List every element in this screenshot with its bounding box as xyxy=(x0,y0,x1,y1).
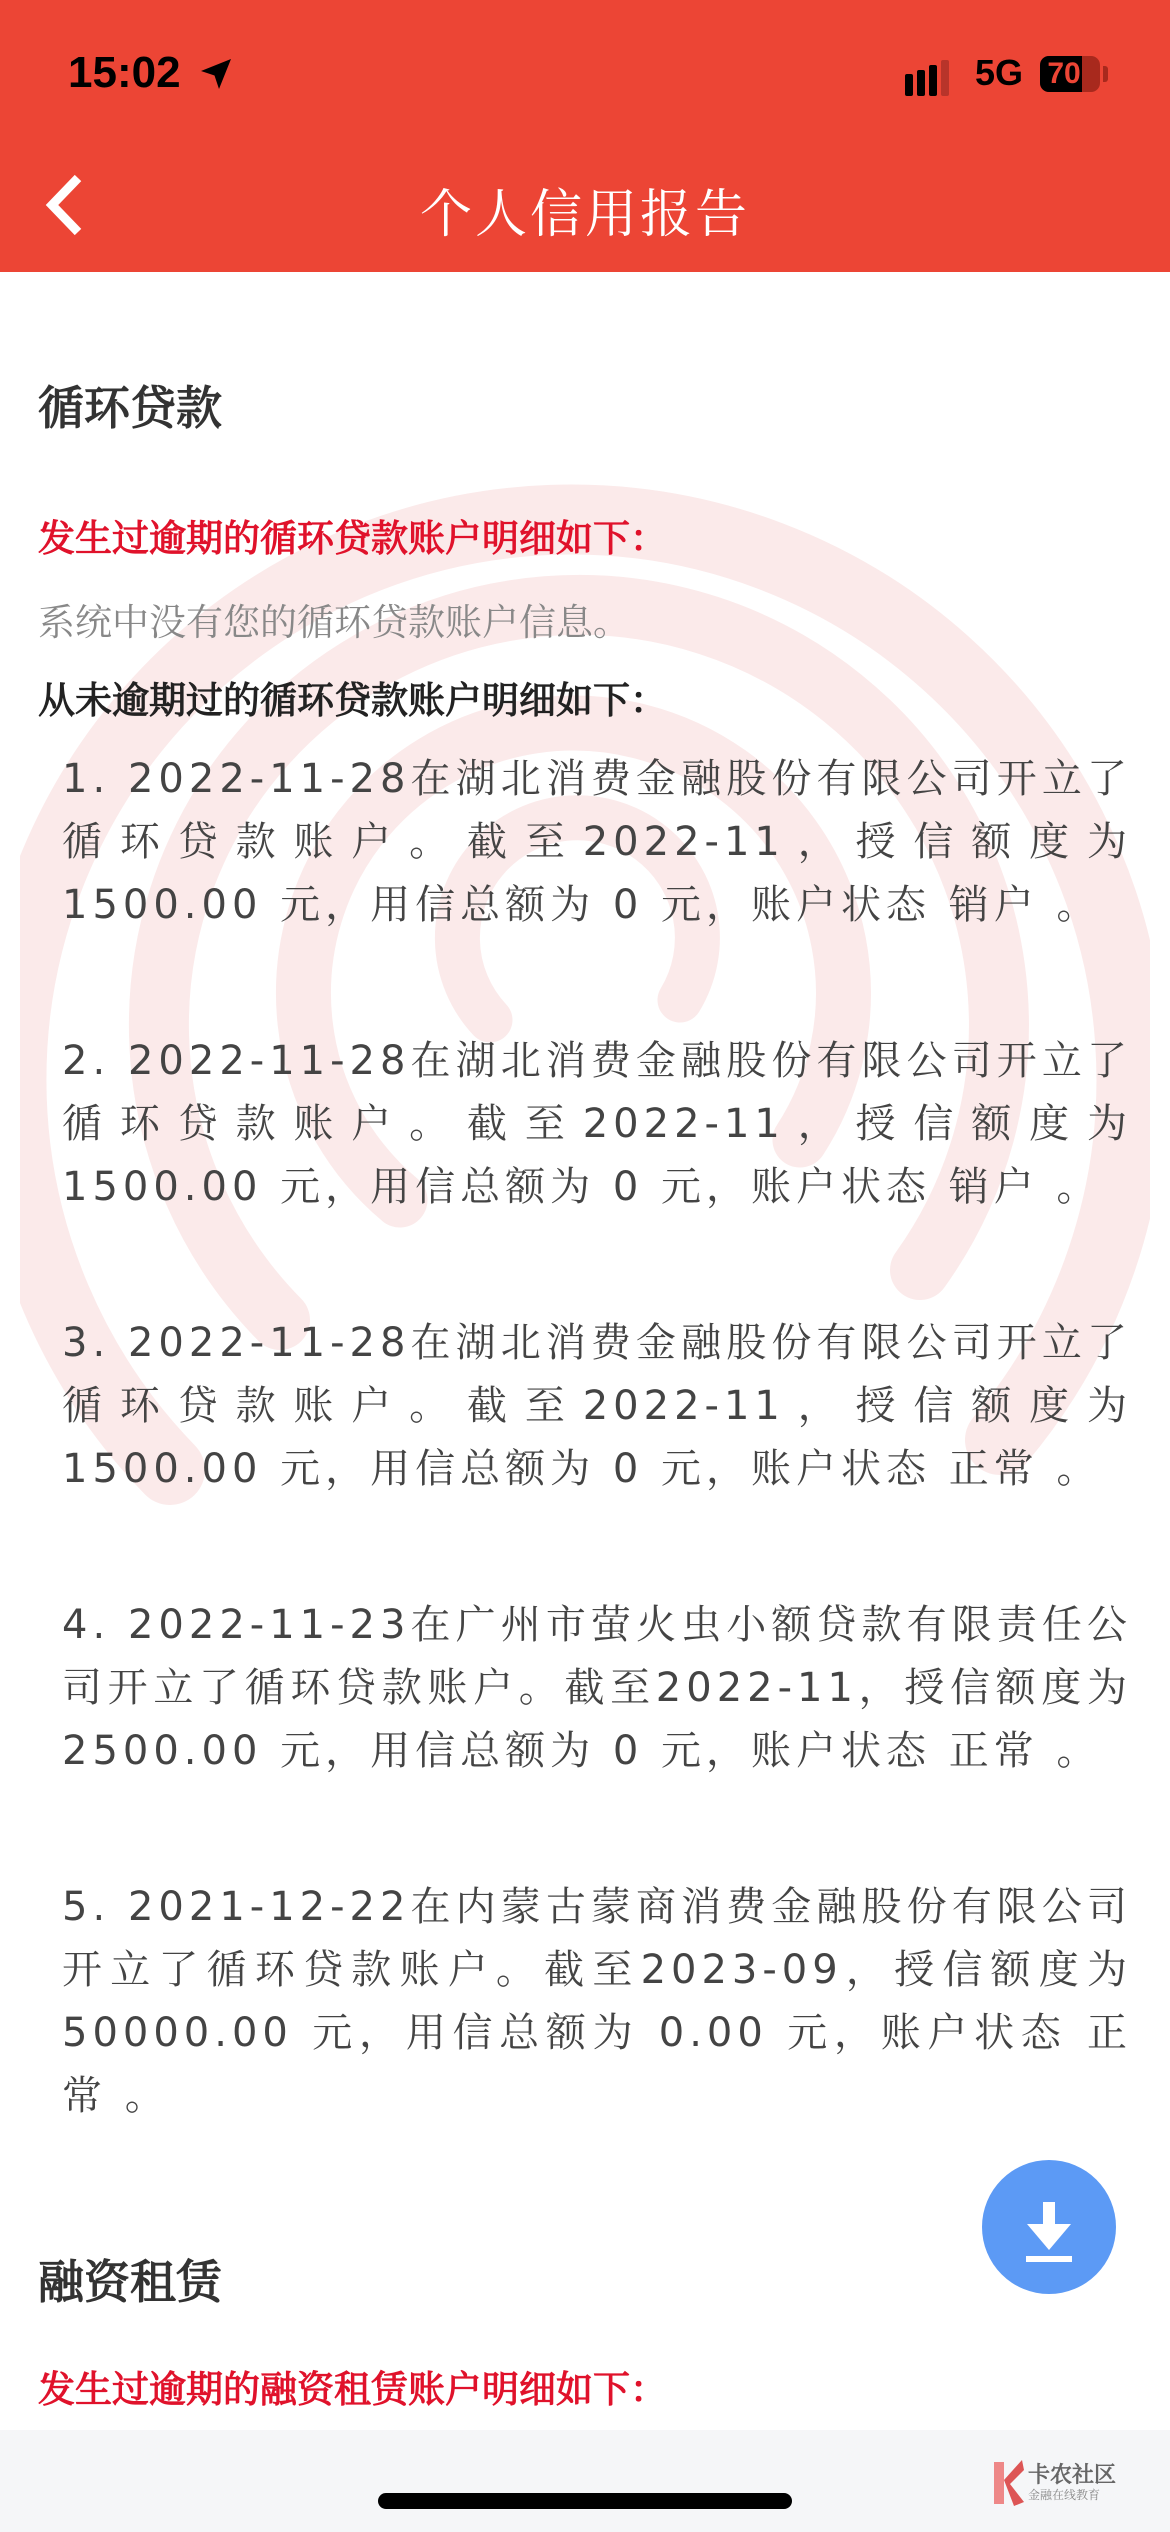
battery-level: 70 xyxy=(1047,57,1081,90)
section-title: 循环贷款 xyxy=(38,381,222,435)
download-icon xyxy=(982,2160,1116,2294)
list-item: 3. 2022-11-28在湖北消费金融股份有限公司开立了循环贷款账户。截至2022-11，授信额度为 1500.00 元，用信总额为 0 元，账户状态 正常 。 xyxy=(62,1320,1132,1492)
brand-slogan: 金融在线教育 xyxy=(1028,2488,1101,2502)
location-arrow-icon xyxy=(198,56,234,92)
section-title: 融资租赁 xyxy=(38,2255,222,2309)
battery-tip xyxy=(1103,66,1108,82)
network-type: 5G xyxy=(975,52,1024,93)
normal-label: 从未逾期过的循环贷款账户明细如下： xyxy=(38,679,667,722)
brand-name: 卡农社区 xyxy=(1028,2463,1117,2488)
overdue-label: 发生过逾期的融资租赁账户明细如下： xyxy=(38,2368,667,2411)
list-item: 5. 2021-12-22在内蒙古蒙商消费金融股份有限公司开立了循环贷款账户。截至2023-09，授信额度为 50000.00 元，用信总额为 0.00 元，账户状态 正常 。 xyxy=(62,1884,1132,2119)
brand-watermark xyxy=(990,2458,1117,2512)
home-indicator[interactable] xyxy=(378,2493,792,2509)
status-time: 15:02 xyxy=(68,48,181,97)
download-button[interactable] xyxy=(982,2160,1116,2294)
list-item: 2. 2022-11-28在湖北消费金融股份有限公司开立了循环贷款账户。截至2022-11，授信额度为 1500.00 元，用信总额为 0 元，账户状态 销户 。 xyxy=(62,1038,1132,1210)
battery-icon xyxy=(1040,56,1100,92)
overdue-empty-text: 系统中没有您的循环贷款账户信息。 xyxy=(38,601,630,644)
overdue-label: 发生过逾期的循环贷款账户明细如下： xyxy=(38,517,667,560)
list-item: 1. 2022-11-28在湖北消费金融股份有限公司开立了循环贷款账户。截至2022-11，授信额度为 1500.00 元，用信总额为 0 元，账户状态 销户 。 xyxy=(62,756,1132,928)
page-title: 个人信用报告 xyxy=(419,185,750,245)
list-item: 4. 2022-11-23在广州市萤火虫小额贷款有限责任公司开立了循环贷款账户。截至2022-11，授信额度为 2500.00 元，用信总额为 0 元，账户状态 正常 。 xyxy=(62,1602,1132,1774)
brand-logo-icon xyxy=(990,2458,1026,2508)
signal-icon xyxy=(905,60,965,96)
header xyxy=(0,0,1170,272)
